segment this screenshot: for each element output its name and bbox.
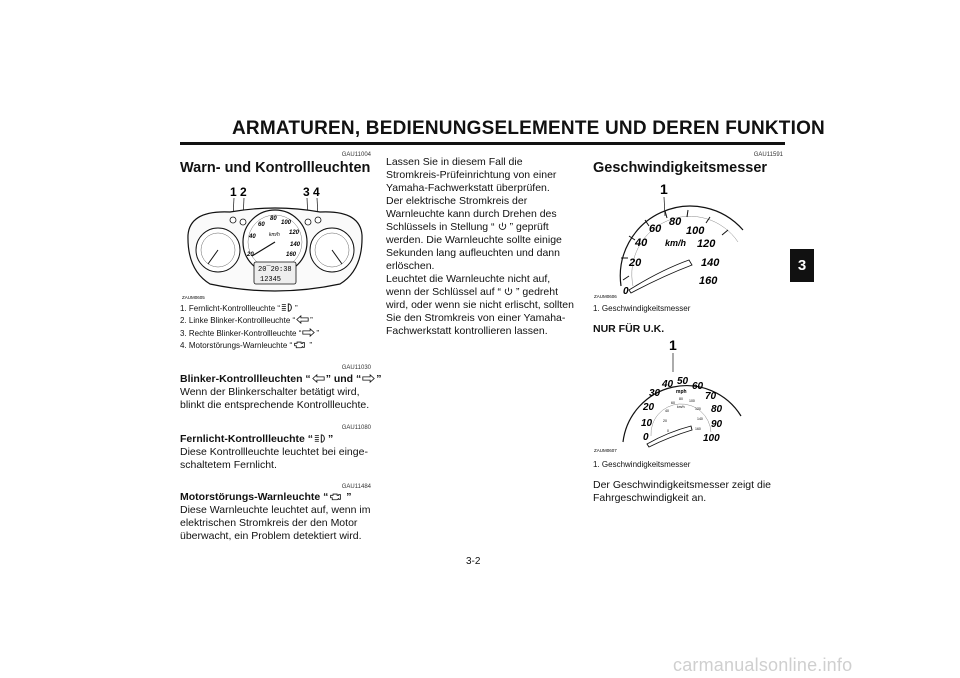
figure-label: 40 [665,409,669,413]
figure-label: 100 [689,399,695,403]
callout-3: 3 [303,185,310,199]
subheading-blinker: Blinker-Kontrollleuchten “ ” und “ ” [180,373,382,385]
figure-caption-kmh: 1. Geschwindigkeitsmesser [593,304,691,313]
paragraph-nicht-aufleuchten: Leuchtet die Warnleuchte nicht auf, wenn der Schlüssel auf “ ” gedreht wird, oder wenn sie nicht erlischt, sollten Sie den Stromkreis von einer Yamaha-Fachwerkstatt kontrollieren lassen. [386,273,574,337]
page-title: ARMATUREN, BEDIENUNGSELEMENTE UND DEREN FUNKTION [232,118,825,139]
figure-label: 20 [643,402,655,413]
figure-label: 120 [695,407,701,411]
figure-label: 30 [649,388,661,399]
subheading-uk: NUR FÜR U.K. [593,323,665,335]
figure-label: mph [676,389,687,395]
caption-3: 3. Rechte Blinker-Kontrollleuchte “ ” [180,328,320,338]
figure-label: 20 [247,252,254,258]
figure-label: 60 [258,222,265,228]
figure-label: 140 [697,417,703,421]
figure-label: 140 [290,242,301,248]
callout-1: 1 [660,181,668,197]
watermark: carmanualsonline.info [673,655,853,675]
figure-label: 0 [643,432,649,443]
right-turn-icon [302,328,315,337]
key-on-icon [502,287,515,296]
section-code: GAU11030 [341,365,371,371]
section-heading-warnleuchten: Warn- und Kontrollleuchten [180,160,371,176]
speedometer-kmh-figure [593,180,753,302]
engine-warning-icon [293,340,306,349]
figure-label: 80 [711,404,723,415]
figure-label: 160 [699,275,718,287]
figure-label: 60 [671,401,675,405]
column2-text [386,156,578,338]
engine-warning-icon [329,492,342,501]
key-on-icon [496,222,509,231]
figure-label: 140 [701,257,720,269]
callout-2: 2 [240,185,247,199]
figure-label: 20 [663,419,667,423]
figure-label: 40 [635,237,648,249]
figure-label: 0 [667,429,669,433]
section-code: GAU11080 [341,425,371,431]
figure-label: 100 [703,433,720,444]
caption-1: 1. Fernlicht-Kontrollleuchte “ ” [180,304,298,313]
figure-label: 0 [623,286,629,297]
figure-label: ZAUM0605 [182,295,205,300]
caption-4: 4. Motorstörungs-Warnleuchte “ ” [180,340,313,350]
figure-label: 20¯20:38 [258,266,292,274]
figure-label: 50 [677,376,689,387]
section-code: GAU11004 [341,152,371,158]
figure-label: 40 [662,379,674,390]
paragraph-stromkreis: Der elektrische Stromkreis der Warnleuchte kann durch Drehen des Schlüssels in Stellung “ ” geprüft werden. Die Warnleuchte sollte einige Sekunden lang aufleuchten und dann erlöschen. [386,195,562,272]
paragraph-geschwindigkeitsmesser: Der Geschwindigkeitsmesser zeigt die Fahrgeschwindigkeit an. [593,479,771,504]
figure-caption-mph: 1. Geschwindigkeitsmesser [593,460,691,469]
figure-label: km/h [665,238,687,248]
highbeam-icon [281,303,294,312]
section-heading-geschwindigkeitsmesser: Geschwindigkeitsmesser [593,160,768,176]
figure-label: 10 [641,418,653,429]
figure-label: 160 [286,252,297,258]
figure-label: 100 [281,220,292,226]
callout-1: 1 [669,337,677,353]
section-code: GAU11484 [341,484,371,490]
figure-label: 80 [669,216,682,228]
speedometer-mph-figure [593,336,753,456]
highbeam-icon [314,434,327,443]
page-number: 3-2 [466,556,481,567]
figure-label: 12345 [260,276,282,284]
figure-label: ZAUM0607 [594,448,617,453]
subheading-motorstoerung: Motorstörungs-Warnleuchte “ ” [180,491,352,503]
callout-1: 1 [230,185,237,199]
left-turn-icon [296,315,309,324]
caption-2: 2. Linke Blinker-Kontrollleuchte “ ” [180,316,313,326]
figure-label: 80 [679,397,683,401]
figure-label: 60 [649,223,662,235]
figure-label: 120 [697,238,716,250]
figure-label: 40 [249,234,256,240]
chapter-tab: 3 [790,249,814,282]
figure-label: 160 [695,427,701,431]
instrument-cluster-figure [180,180,370,302]
paragraph-fernlicht: Diese Kontrollleuchte leuchtet bei eingeschaltetem Fernlicht. [180,446,368,471]
figure-label: km/h [269,232,280,238]
left-turn-icon [312,374,325,383]
paragraph-motorstoerung: Diese Warnleuchte leuchtet auf, wenn im elektrischen Stromkreis der den Motor überwacht, ein Problem detektiert wird. [180,504,371,542]
figure-label: 80 [270,216,277,222]
figure-label: 70 [705,391,717,402]
figure-caption-list [180,303,319,352]
figure-label: ZAUM0606 [594,294,617,299]
header-rule [180,142,785,145]
figure-label: 20 [629,257,642,269]
figure-label: 100 [686,225,705,237]
figure-label: 90 [711,419,723,430]
callout-4: 4 [313,185,320,199]
paragraph-blinker: Wenn der Blinkerschalter betätigt wird, blinkt die entsprechende Kontrollleuchte. [180,386,370,411]
paragraph-pruefeinrichtung: Lassen Sie in diesem Fall die Stromkreis-Prüfeinrichtung von einer Yamaha-Fachwerkstatt überprüfen. [386,156,557,194]
section-code: GAU11591 [753,152,783,158]
subheading-fernlicht: Fernlicht-Kontrollleuchte “ ” [180,433,334,445]
figure-label: km/h [677,405,685,409]
right-turn-icon [362,374,375,383]
figure-label: 60 [692,381,704,392]
figure-label: 120 [289,230,300,236]
